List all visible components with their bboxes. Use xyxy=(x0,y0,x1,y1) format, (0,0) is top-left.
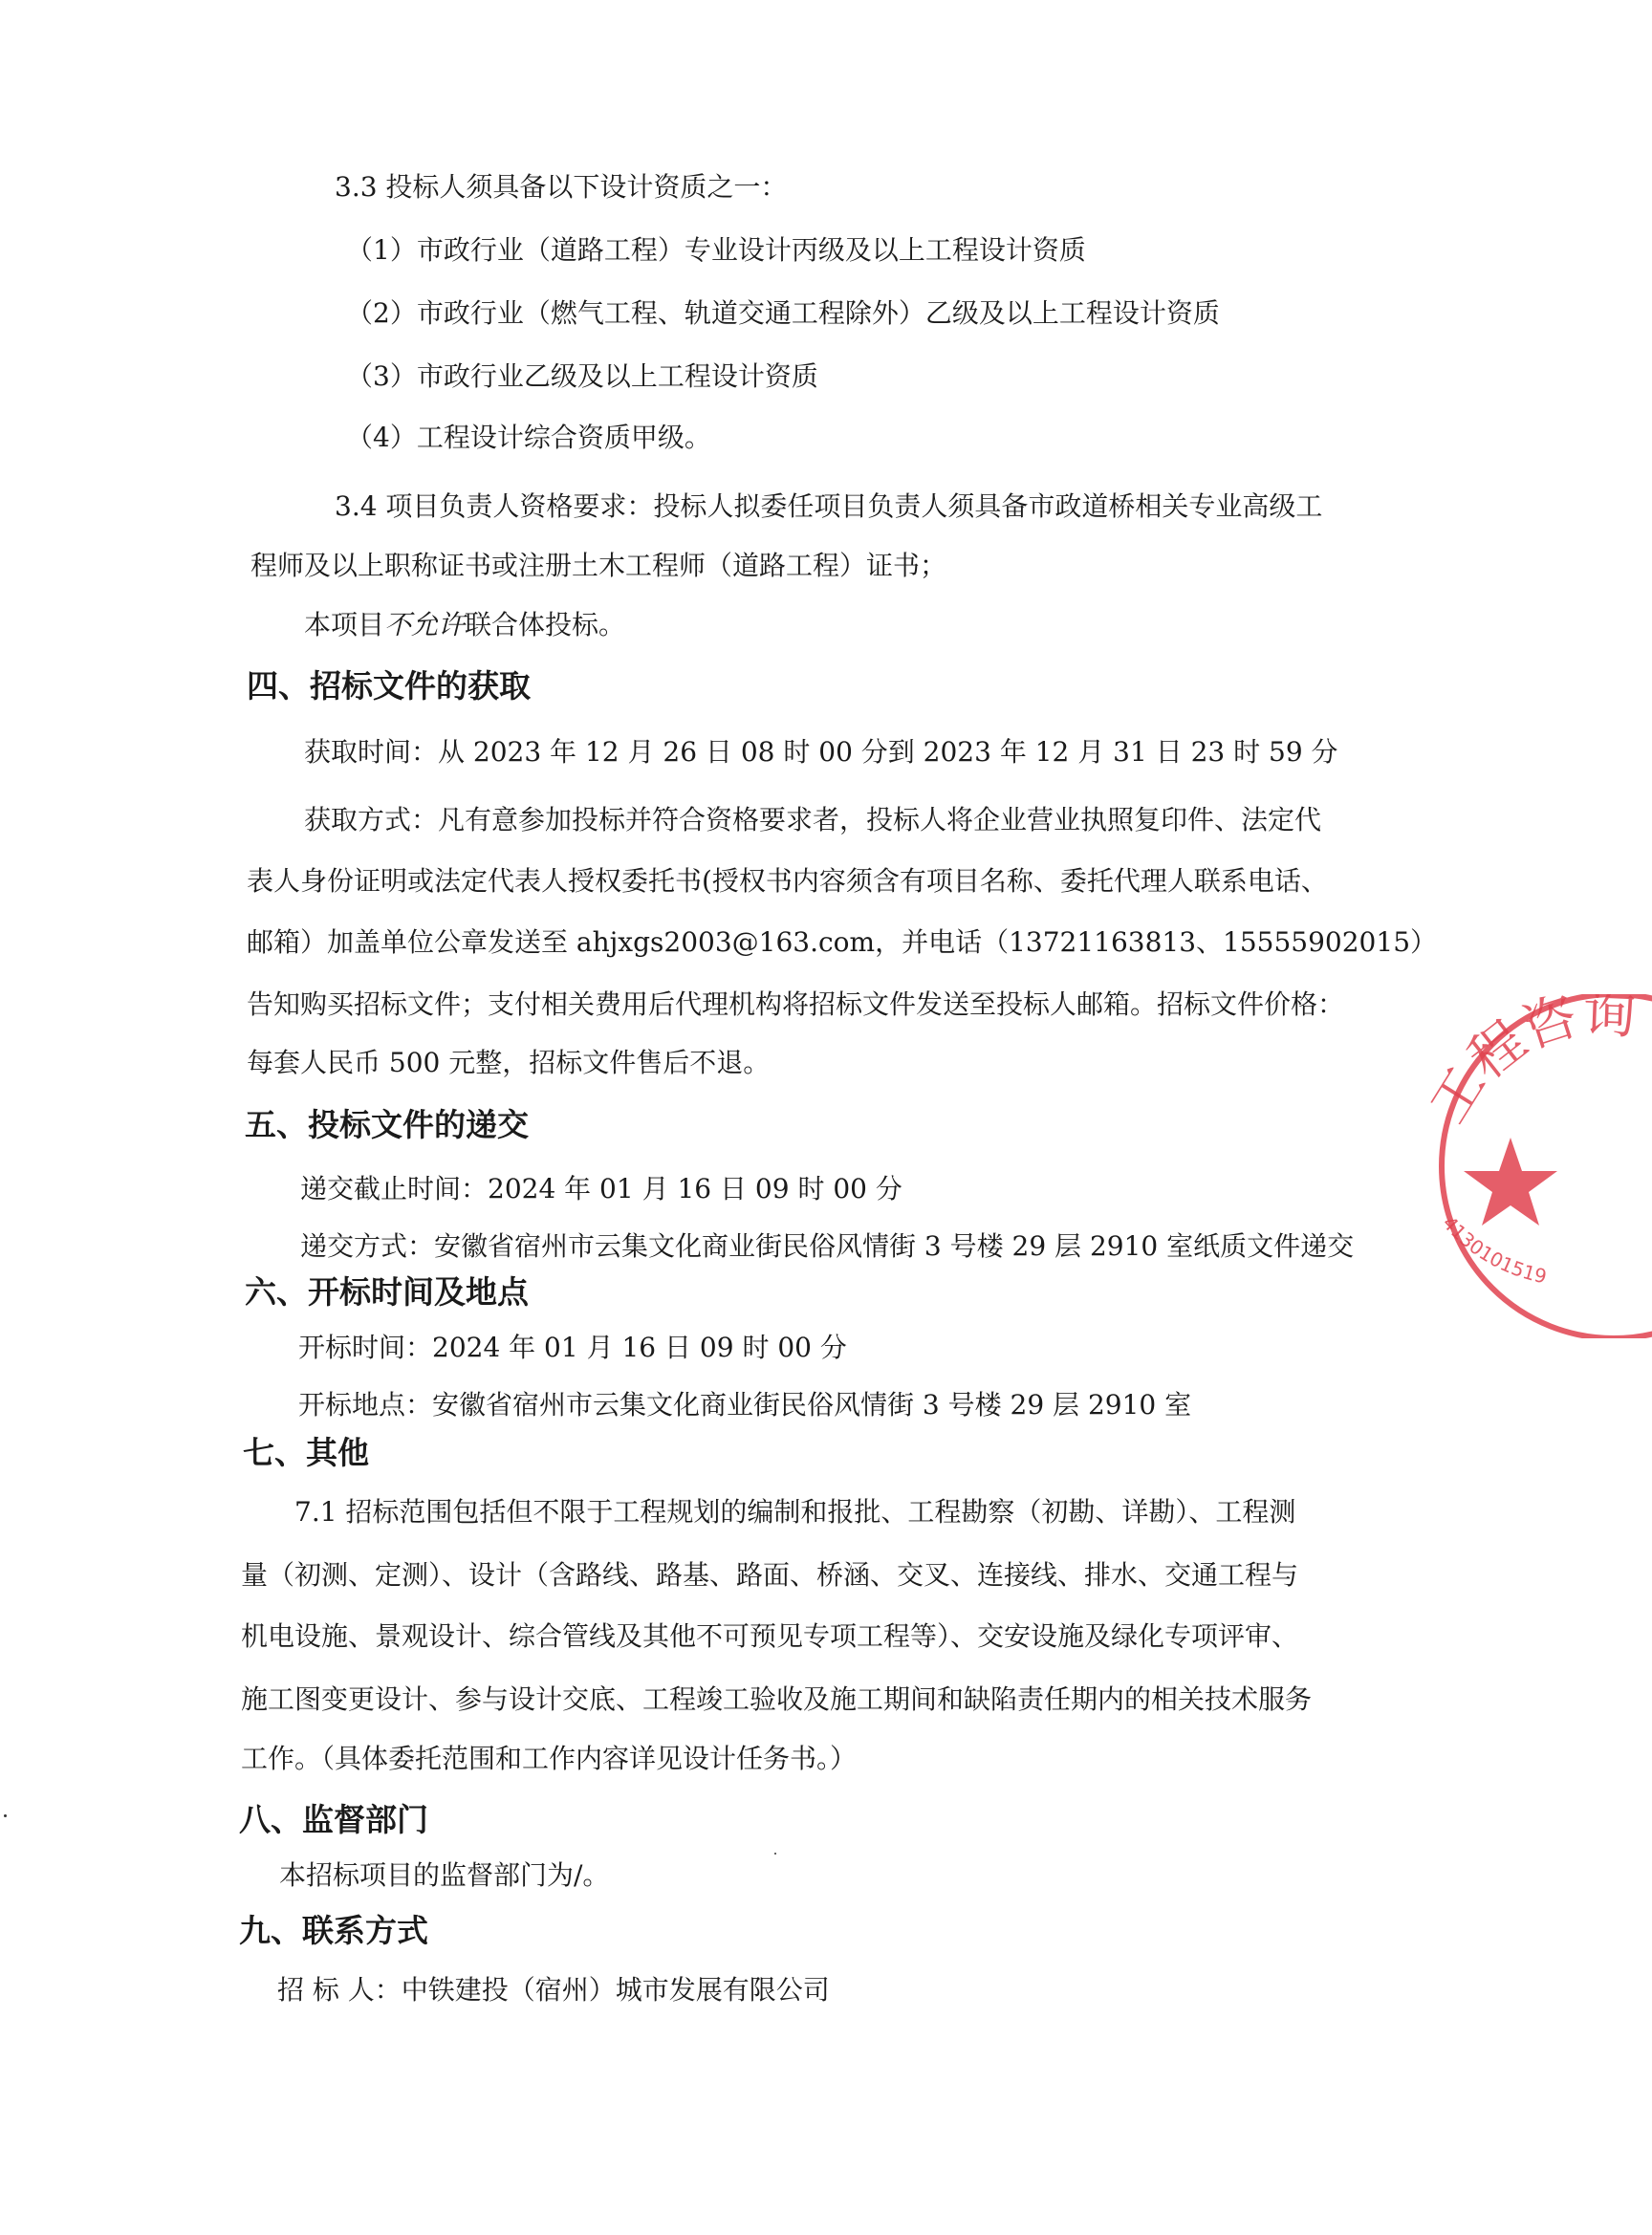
sec7-line-1: 7.1 招标范围包括但不限于工程规划的编制和报批、工程勘察（初勘、详勘）、工程测 xyxy=(294,1496,1296,1528)
sec6-place: 开标地点：安徽省宿州市云集文化商业街民俗风情街 3 号楼 29 层 2910 室 xyxy=(298,1389,1192,1421)
heading-sec8: 八、监督部门 xyxy=(239,1801,428,1838)
sec4-method-4: 告知购买招标文件；支付相关费用后代理机构将招标文件发送至投标人邮箱。招标文件价格： xyxy=(247,988,1345,1020)
sec9-tenderer: 招 标 人：中铁建投（宿州）城市发展有限公司 xyxy=(277,1974,830,2006)
sec7-line-4: 施工图变更设计、参与设计交底、工程竣工验收及施工期间和缺陷责任期内的相关技术服务 xyxy=(241,1683,1313,1715)
scan-speck xyxy=(774,1853,776,1855)
s34-line-2: 程师及以上职称证书或注册土木工程师（道路工程）证书； xyxy=(250,550,947,581)
sec4-method-5: 每套人民币 500 元整，招标文件售后不退。 xyxy=(247,1047,771,1078)
seal-number: 4130101519 xyxy=(1438,1211,1549,1289)
sec4-time: 获取时间：从 2023 年 12 月 26 日 08 时 00 分到 2023 年 12 月 31 日 23 时 59 分 xyxy=(304,736,1338,768)
sec6-time: 开标时间：2024 年 01 月 16 日 09 时 00 分 xyxy=(298,1332,847,1363)
sec7-line-2: 量（初测、定测）、设计（含路线、路基、路面、桥涵、交叉、连接线、排水、交通工程与 xyxy=(241,1559,1299,1591)
sec7-line-5: 工作。（具体委托范围和工作内容详见设计任务书。） xyxy=(241,1743,858,1774)
scan-speck xyxy=(4,1814,7,1817)
star-icon xyxy=(1464,1138,1557,1226)
s34-line-1: 3.4 项目负责人资格要求：投标人拟委任项目负责人须具备市政道桥相关专业高级工 xyxy=(335,490,1323,522)
sec4-method-3: 邮箱）加盖单位公章发送至 ahjxgs2003@163.com，并电话（13721163813、15555902015） xyxy=(247,926,1438,958)
sec4-method-1: 获取方式：凡有意参加投标并符合资格要求者，投标人将企业营业执照复印件、法定代 xyxy=(304,804,1322,835)
s33-title: 3.3 投标人须具备以下设计资质之一： xyxy=(335,171,788,203)
seal-text: 工程咨询 xyxy=(1423,994,1638,1135)
sec7-line-3: 机电设施、景观设计、综合管线及其他不可预见专项工程等）、交安设施及绿化专项评审、 xyxy=(241,1620,1299,1652)
sec4-method-2: 表人身份证明或法定代表人授权委托书(授权书内容须含有项目名称、委托代理人联系电话、 xyxy=(247,865,1328,897)
s33-item-3: （3）市政行业乙级及以上工程设计资质 xyxy=(346,360,818,392)
s33-item-4: （4）工程设计综合资质甲级。 xyxy=(346,422,711,453)
heading-sec7: 七、其他 xyxy=(243,1434,369,1471)
sec5-deadline: 递交截止时间：2024 年 01 月 16 日 09 时 00 分 xyxy=(300,1173,902,1204)
heading-sec9: 九、联系方式 xyxy=(239,1912,428,1949)
consortium-note: 本项目不允许联合体投标。 xyxy=(304,609,626,640)
consortium-emphasis: 不允许 xyxy=(384,609,466,640)
sec8-text: 本招标项目的监督部门为/。 xyxy=(279,1859,610,1891)
heading-sec4: 四、招标文件的获取 xyxy=(247,667,531,705)
s33-item-1: （1）市政行业（道路工程）专业设计丙级及以上工程设计资质 xyxy=(346,234,1086,266)
heading-sec6: 六、开标时间及地点 xyxy=(245,1273,529,1311)
heading-sec5: 五、投标文件的递交 xyxy=(245,1106,529,1143)
sec5-method: 递交方式：安徽省宿州市云集文化商业街民俗风情街 3 号楼 29 层 2910 室纸质文件递交 xyxy=(300,1230,1355,1262)
company-seal xyxy=(1423,994,1652,1338)
s33-item-2: （2）市政行业（燃气工程、轨道交通工程除外）乙级及以上工程设计资质 xyxy=(346,297,1220,329)
